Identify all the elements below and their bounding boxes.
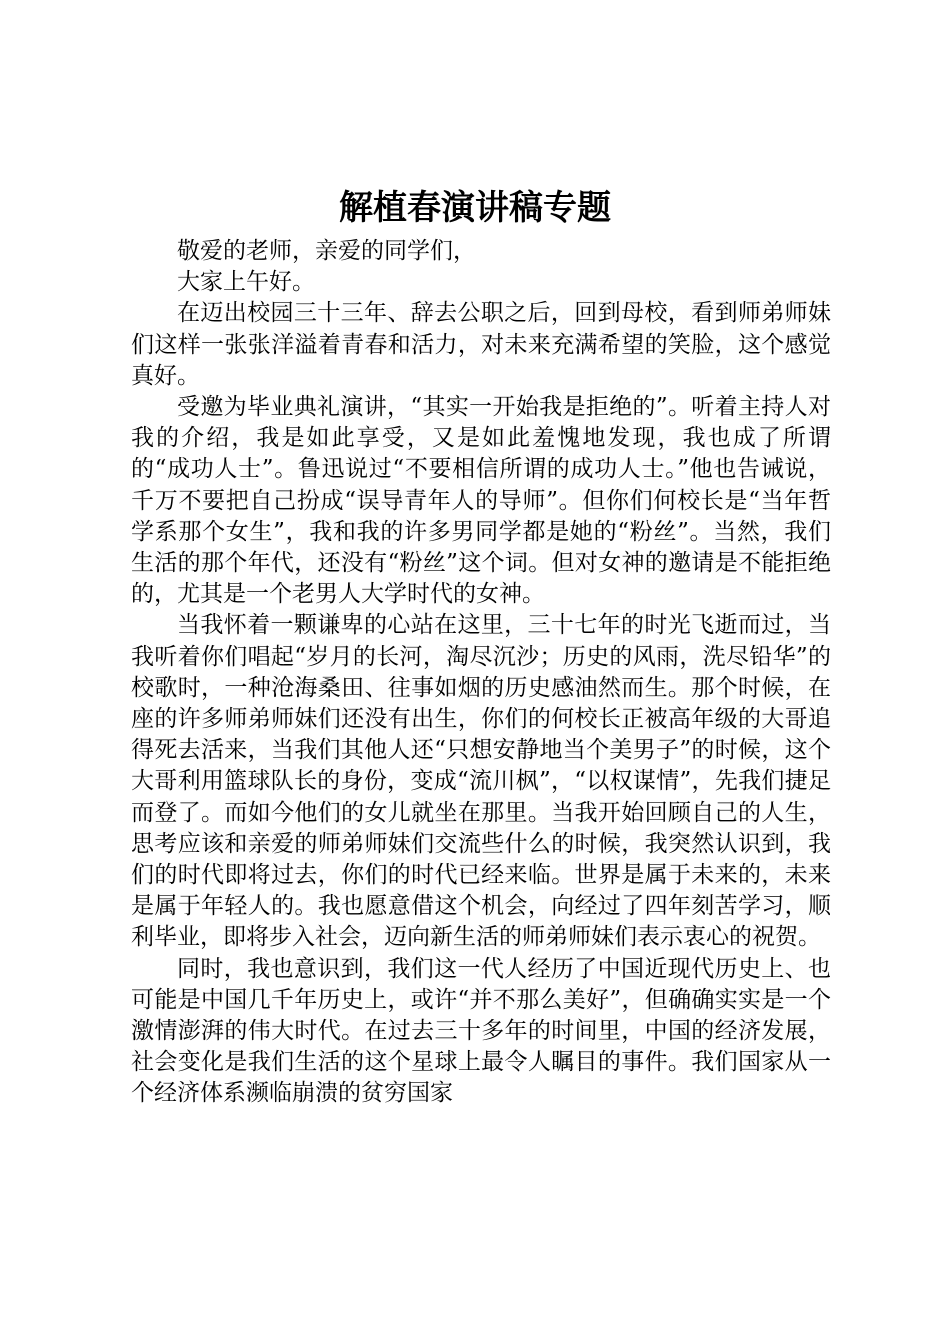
document-title: 解植春演讲稿专题 — [339, 188, 611, 228]
paragraph-greeting: 大家上午好。 — [177, 269, 315, 296]
paragraph: 同时，我也意识到，我们这一代人经历了中国近现代历史上、也可能是中国几千年历史上，或许“并不那么美好”，但确确实实是一个激情澎湃的伟大时代。在过去三十多年的时间里，中国的经济发展，社会变化是我们生活的这个星球上最令人瞩目的事件。我们国家从一个经济体系濒临崩溃的贫穷国家 — [131, 955, 831, 1107]
paragraph: 当我怀着一颗谦卑的心站在这里，三十七年的时光飞逝而过，当我听着你们唱起“岁月的长河，淘尽沉沙；历史的风雨，洗尽铅华”的校歌时，一种沧海桑田、往事如烟的历史感油然而生。那个时候，在座的许多师弟师妹们还没有出生，你们的何校长正被高年级的大哥追得死去活来，当我们其他人还“只想安静地当个美男子”的时候，这个大哥利用篮球队长的身份，变成“流川枫”，“以权谋情”，先我们捷足而登了。而如今他们的女儿就坐在那里。当我开始回顾自己的人生，思考应该和亲爱的师弟师妹们交流些什么的时候，我突然认识到，我们的时代即将过去，你们的时代已经来临。世界是属于未来的，未来是属于年轻人的。我也愿意借这个机会，向经过了四年刻苦学习，顺利毕业，即将步入社会，迈向新生活的师弟师妹们表示衷心的祝贺。 — [131, 612, 831, 951]
paragraph-salutation: 敬爱的老师，亲爱的同学们， — [177, 238, 476, 264]
paragraph: 在迈出校园三十三年、辞去公职之后，回到母校，看到师弟师妹们这样一张张洋溢着青春和活力，对未来充满希望的笑脸，这个感觉真好。 — [131, 300, 831, 389]
document-body — [131, 236, 831, 1110]
paragraph: 受邀为毕业典礼演讲，“其实一开始我是拒绝的”。听着主持人对我的介绍，我是如此享受，又是如此羞愧地发现，我也成了所谓的“成功人士”。鲁迅说过“不要相信所谓的成功人士。”他也告诫说，千万不要把自己扮成“误导青年人的导师”。但你们何校长是“当年哲学系那个女生”，我和我的许多男同学都是她的“粉丝”。当然，我们生活的那个年代，还没有“粉丝”这个词。但对女神的邀请是不能拒绝的，尤其是一个老男人大学时代的女神。 — [131, 394, 831, 608]
